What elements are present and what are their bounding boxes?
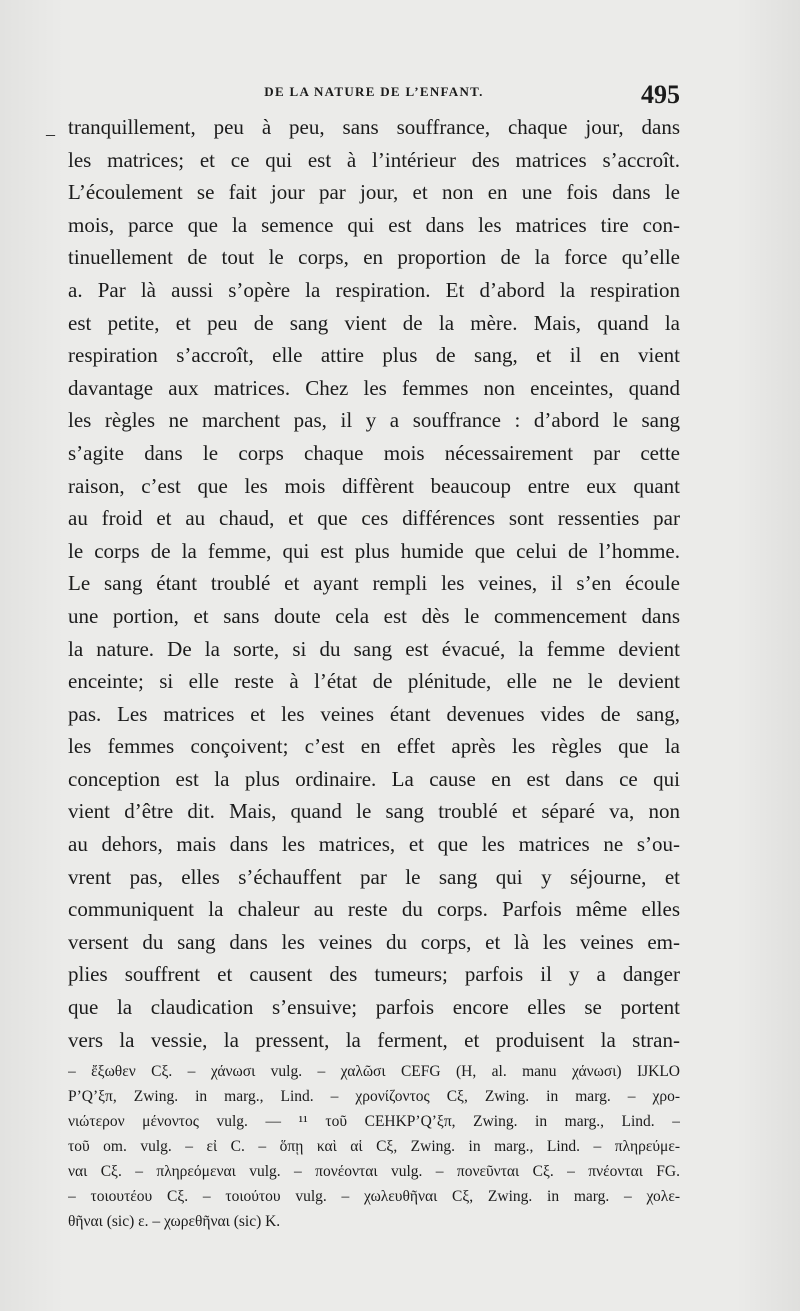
footnote-line: ναι Cξ. – πληρεόμεναι vulg. – πονέονται vulg. – πονεῦνται Cξ. – πνέονται FG.: [68, 1163, 680, 1180]
footnotes: [68, 1059, 680, 1234]
text-line: au froid et au chaud, et que ces différences sont ressenties par: [68, 506, 680, 531]
text-line: communiquent la chaleur au reste du corps. Parfois même elles: [68, 897, 680, 922]
footnote-line: θῆναι (sic) ε. – χωρεθῆναι (sic) K.: [68, 1213, 281, 1230]
text-line: la nature. De la sorte, si du sang est évacué, la femme devient: [68, 636, 680, 661]
text-line: pas. Les matrices et les veines étant devenues vides de sang,: [68, 701, 680, 726]
text-line: est petite, et peu de sang vient de la mère. Mais, quand la: [68, 310, 680, 335]
text-line: vient d’être dit. Mais, quand le sang troublé et séparé va, non: [68, 799, 680, 824]
footnote-line: – ἔξωθεν Cξ. – χάνωσι vulg. – χαλῶσι CEFG (H, al. manu χάνωσι) IJKLO: [68, 1063, 680, 1080]
footnote-line: – τοιουτέου Cξ. – τοιούτου vulg. – χωλευθῆναι Cξ, Zwing. in marg. – χολε-: [68, 1188, 680, 1205]
text-line: respiration s’accroît, elle attire plus de sang, et il en vient: [68, 343, 680, 368]
footnote-line: τοῦ om. vulg. – εἰ C. – ὅπῃ καὶ αἱ Cξ, Zwing. in marg., Lind. – πληρεύμε-: [68, 1138, 680, 1155]
text-line: L’écoulement se fait jour par jour, et non en une fois dans le: [68, 180, 680, 205]
text-line: mois, parce que la semence qui est dans les matrices tire con-: [68, 212, 680, 237]
text-line: a. Par là aussi s’opère la respiration. Et d’abord la respiration: [68, 277, 680, 302]
margin-mark: –: [46, 124, 55, 144]
text-line: une portion, et sans doute cela est dès le commencement dans: [68, 603, 680, 628]
text-line: versent du sang dans les veines du corps, et là les veines em-: [68, 929, 680, 954]
text-line: conception est la plus ordinaire. La cause en est dans ce qui: [68, 766, 680, 791]
main-text: [68, 111, 680, 1056]
page-number: 495: [641, 80, 680, 109]
text-line: plies souffrent et causent des tumeurs; parfois il y a danger: [68, 962, 680, 987]
running-title: DE LA NATURE DE L’ENFANT.: [264, 84, 484, 99]
text-line: vrent pas, elles s’échauffent par le sang qui y séjourne, et: [68, 864, 680, 889]
text-line: tinuellement de tout le corps, en proportion de la force qu’elle: [68, 245, 680, 270]
text-line: au dehors, mais dans les matrices, et que les matrices ne s’ou-: [68, 832, 680, 857]
text-line: raison, c’est que les mois diffèrent beaucoup entre eux quant: [68, 473, 680, 498]
footnote-line: P’Q’ξπ, Zwing. in marg., Lind. – χρονίζοντος Cξ, Zwing. in marg. – χρο-: [68, 1088, 680, 1105]
text-line: tranquillement, peu à peu, sans souffrance, chaque jour, dans: [68, 115, 680, 139]
footnote-line: νιώτερον μένοντος vulg. — ¹¹ τοῦ CEHKP’Q’ξπ, Zwing. in marg., Lind. –: [68, 1113, 680, 1130]
text-line: s’agite dans le corps chaque mois nécessairement par cette: [68, 440, 680, 465]
text-line: les femmes conçoivent; c’est en effet après les règles que la: [68, 734, 680, 759]
text-line: vers la vessie, la pressent, la ferment, et produisent la stran-: [68, 1027, 680, 1052]
text-line: enceinte; si elle reste à l’état de plénitude, elle ne le devient: [68, 669, 680, 694]
text-line: les matrices; et ce qui est à l’intérieur des matrices s’accroît.: [68, 147, 680, 172]
text-line: que la claudication s’ensuive; parfois encore elles se portent: [68, 995, 680, 1020]
text-line: Le sang étant troublé et ayant rempli les veines, il s’en écoule: [68, 571, 680, 596]
text-line: davantage aux matrices. Chez les femmes non enceintes, quand: [68, 375, 680, 400]
running-head: [68, 82, 680, 112]
text-line: les règles ne marchent pas, il y a souffrance : d’abord le sang: [68, 408, 680, 433]
text-line: le corps de la femme, qui est plus humide que celui de l’homme.: [68, 538, 680, 563]
